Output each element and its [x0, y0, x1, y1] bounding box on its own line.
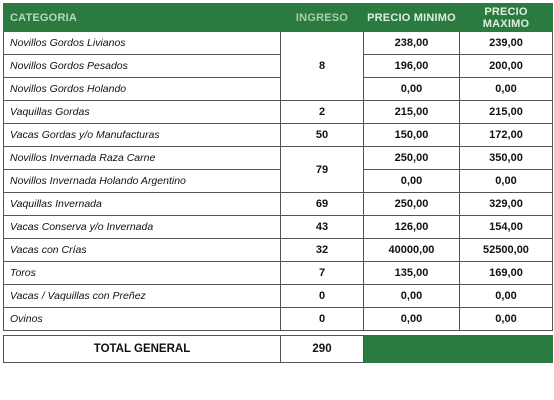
row-precio-maximo: 329,00 — [460, 193, 553, 216]
row-precio-minimo: 0,00 — [364, 285, 460, 308]
row-categoria: Vacas con Crías — [4, 239, 281, 262]
total-green-fill — [364, 336, 553, 363]
table-row — [4, 78, 553, 101]
row-precio-minimo: 196,00 — [364, 55, 460, 78]
row-precio-maximo: 350,00 — [460, 147, 553, 170]
row-precio-minimo: 250,00 — [364, 193, 460, 216]
row-categoria: Novillos Invernada Raza Carne — [4, 147, 281, 170]
row-precio-maximo: 169,00 — [460, 262, 553, 285]
table-row — [4, 193, 553, 216]
row-ingreso: 0 — [281, 285, 364, 308]
row-precio-minimo: 126,00 — [364, 216, 460, 239]
total-value: 290 — [281, 336, 364, 363]
row-categoria: Novillos Gordos Livianos — [4, 32, 281, 55]
row-precio-minimo: 238,00 — [364, 32, 460, 55]
row-ingreso: 8 — [281, 32, 364, 101]
header-row — [4, 4, 553, 32]
row-precio-minimo: 135,00 — [364, 262, 460, 285]
row-precio-maximo: 239,00 — [460, 32, 553, 55]
header-categoria: CATEGORIA — [4, 4, 281, 32]
table-row — [4, 101, 553, 124]
row-precio-minimo: 0,00 — [364, 308, 460, 331]
table-row — [4, 262, 553, 285]
table-row — [4, 239, 553, 262]
row-precio-maximo: 52500,00 — [460, 239, 553, 262]
row-ingreso: 2 — [281, 101, 364, 124]
row-ingreso: 43 — [281, 216, 364, 239]
table-row — [4, 170, 553, 193]
row-categoria: Toros — [4, 262, 281, 285]
price-table — [3, 3, 553, 363]
header-precio-minimo: PRECIO MINIMO — [364, 4, 460, 32]
row-ingreso: 50 — [281, 124, 364, 147]
row-precio-minimo: 40000,00 — [364, 239, 460, 262]
row-categoria: Ovinos — [4, 308, 281, 331]
row-precio-maximo: 154,00 — [460, 216, 553, 239]
row-precio-minimo: 0,00 — [364, 170, 460, 193]
row-ingreso: 32 — [281, 239, 364, 262]
table-row — [4, 124, 553, 147]
header-precio-maximo: PRECIO MAXIMO — [460, 4, 553, 32]
row-precio-maximo: 172,00 — [460, 124, 553, 147]
row-ingreso: 7 — [281, 262, 364, 285]
row-ingreso: 0 — [281, 308, 364, 331]
row-precio-maximo: 200,00 — [460, 55, 553, 78]
row-categoria: Novillos Invernada Holando Argentino — [4, 170, 281, 193]
row-precio-maximo: 0,00 — [460, 285, 553, 308]
table-row — [4, 32, 553, 55]
row-precio-minimo: 215,00 — [364, 101, 460, 124]
row-categoria: Novillos Gordos Pesados — [4, 55, 281, 78]
table-row — [4, 147, 553, 170]
row-categoria: Vacas / Vaquillas con Preñez — [4, 285, 281, 308]
row-precio-minimo: 0,00 — [364, 78, 460, 101]
table-row — [4, 216, 553, 239]
row-ingreso: 79 — [281, 147, 364, 193]
row-precio-minimo: 150,00 — [364, 124, 460, 147]
row-categoria: Vacas Gordas y/o Manufacturas — [4, 124, 281, 147]
row-ingreso: 69 — [281, 193, 364, 216]
row-precio-maximo: 0,00 — [460, 170, 553, 193]
row-precio-maximo: 0,00 — [460, 308, 553, 331]
row-precio-maximo: 0,00 — [460, 78, 553, 101]
row-categoria: Vacas Conserva y/o Invernada — [4, 216, 281, 239]
total-label: TOTAL GENERAL — [4, 336, 281, 363]
row-precio-maximo: 215,00 — [460, 101, 553, 124]
table-row — [4, 308, 553, 331]
row-categoria: Novillos Gordos Holando — [4, 78, 281, 101]
table-row — [4, 55, 553, 78]
header-ingreso: INGRESO — [281, 4, 364, 32]
row-precio-minimo: 250,00 — [364, 147, 460, 170]
row-categoria: Vaquillas Gordas — [4, 101, 281, 124]
total-row — [4, 336, 553, 363]
row-categoria: Vaquillas Invernada — [4, 193, 281, 216]
table-row — [4, 285, 553, 308]
